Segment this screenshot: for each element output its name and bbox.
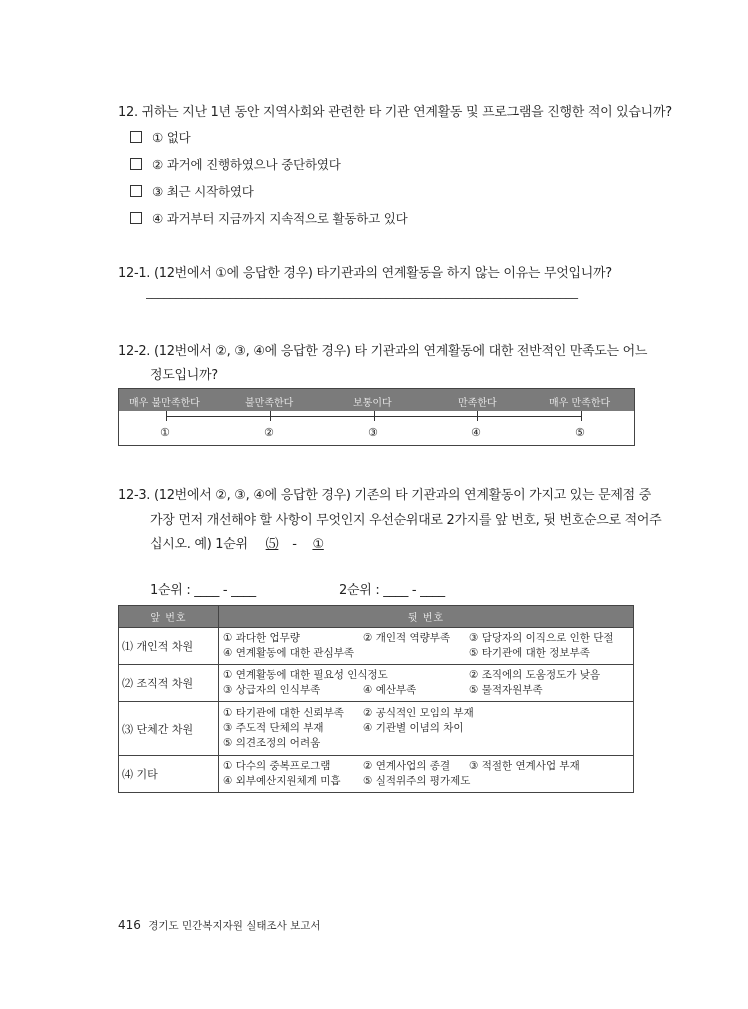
scale-option-5[interactable]: ⑤ <box>575 426 585 439</box>
scale-option-2[interactable]: ② <box>264 426 274 439</box>
q12-1-question: 12-1. (12번에서 ①에 응답한 경우) 타기관과의 연계활동을 하지 않는 이유는 무엇입니까? <box>118 266 612 281</box>
q12-option-3[interactable]: ③ 최근 시작하였다 <box>130 182 254 200</box>
checkbox-icon[interactable] <box>130 212 142 224</box>
row-label-other: ⑷ 기타 <box>119 756 219 793</box>
page-footer <box>118 918 321 933</box>
example-second: ① <box>312 537 324 552</box>
scale-label-very-satisfied: 매우 만족한다 <box>549 398 611 409</box>
rank2-answer[interactable]: 2순위 : ____ - ____ <box>339 583 445 598</box>
row-items: ① 타기관에 대한 신뢰부족 ② 공식적인 모임의 부재 ③ 주도적 단체의 부재 ④ 기관별 이념의 차이 ⑤ 의견조정의 어려움 <box>219 702 634 756</box>
scale-label-neutral: 보통이다 <box>353 398 392 409</box>
q12-2-question-line2: 정도입니까? <box>150 368 218 383</box>
header-front-number: 앞 번호 <box>119 606 219 628</box>
example-first: ⑸ <box>265 537 279 552</box>
scale-tick <box>477 411 478 421</box>
row-label-organizational: ⑵ 조직적 차원 <box>119 665 219 702</box>
checkbox-icon[interactable] <box>130 158 142 170</box>
scale-header <box>119 389 634 411</box>
q12-option-1[interactable]: ① 없다 <box>130 128 191 146</box>
q12-option-2[interactable]: ② 과거에 진행하였으나 중단하였다 <box>130 155 341 173</box>
q12-3-question-line3: 십시오. 예) 1순위 ⑸ - ① <box>150 533 332 552</box>
table-row <box>119 702 634 756</box>
table-row <box>119 665 634 702</box>
q12-option-4[interactable]: ④ 과거부터 지금까지 지속적으로 활동하고 있다 <box>130 209 408 227</box>
checkbox-icon[interactable] <box>130 131 142 143</box>
q12-3-question-line2: 가장 먼저 개선해야 할 사항이 무엇인지 우선순위대로 2가지를 앞 번호, 뒷 번호순으로 적어주 <box>150 513 662 528</box>
q12-question: 12. 귀하는 지난 1년 동안 지역사회와 관련한 타 기관 연계활동 및 프로그램을 진행한 적이 있습니까? <box>118 105 672 120</box>
row-label-inter-organization: ⑶ 단체간 차원 <box>119 702 219 756</box>
scale-tick <box>166 411 167 421</box>
checkbox-icon[interactable] <box>130 185 142 197</box>
scale-tick <box>374 411 375 421</box>
q12-3-question-line1: 12-3. (12번에서 ②, ③, ④에 응답한 경우) 기존의 타 기관과의 연계활동이 가지고 있는 문제점 중 <box>118 488 652 503</box>
report-title: 경기도 민간복지자원 실태조사 보고서 <box>148 920 321 932</box>
satisfaction-scale <box>118 388 635 446</box>
scale-tick <box>270 411 271 421</box>
example-dash: - <box>292 537 297 552</box>
table-row <box>119 628 634 665</box>
q12-1-answer-line[interactable]: ________________________________________________________________________ <box>146 285 578 299</box>
scale-option-3[interactable]: ③ <box>368 426 378 439</box>
q12-2-question-line1: 12-2. (12번에서 ②, ③, ④에 응답한 경우) 타 기관과의 연계활동에 대한 전반적인 만족도는 어느 <box>118 344 648 359</box>
row-items: ① 연계활동에 대한 필요성 인식정도 ② 조직에의 도움정도가 낮음 ③ 상급자의 인식부족 ④ 예산부족 ⑤ 물적자원부족 <box>219 665 634 702</box>
rank1-answer[interactable]: 1순위 : ____ - ____ <box>150 583 256 598</box>
scale-option-1[interactable]: ① <box>160 426 170 439</box>
table-row <box>119 756 634 793</box>
scale-option-4[interactable]: ④ <box>471 426 481 439</box>
scale-label-satisfied: 만족한다 <box>458 398 497 409</box>
scale-label-very-dissatisfied: 매우 불만족한다 <box>129 398 200 409</box>
header-back-number: 뒷 번호 <box>219 606 634 628</box>
row-items: ① 과다한 업무량 ② 개인적 역량부족 ③ 담당자의 이직으로 인한 단절 ④ 연계활동에 대한 관심부족 ⑤ 타기관에 대한 정보부족 <box>219 628 634 665</box>
scale-label-dissatisfied: 불만족한다 <box>245 398 294 409</box>
row-label-personal: ⑴ 개인적 차원 <box>119 628 219 665</box>
row-items: ① 다수의 중복프로그램 ② 연계사업의 종결 ③ 적절한 연계사업 부재 ④ 외부예산지원체계 미흡 ⑤ 실적위주의 평가제도 <box>219 756 634 793</box>
problem-table <box>118 605 634 793</box>
page-number: 416 <box>118 918 141 932</box>
scale-tick <box>581 411 582 421</box>
